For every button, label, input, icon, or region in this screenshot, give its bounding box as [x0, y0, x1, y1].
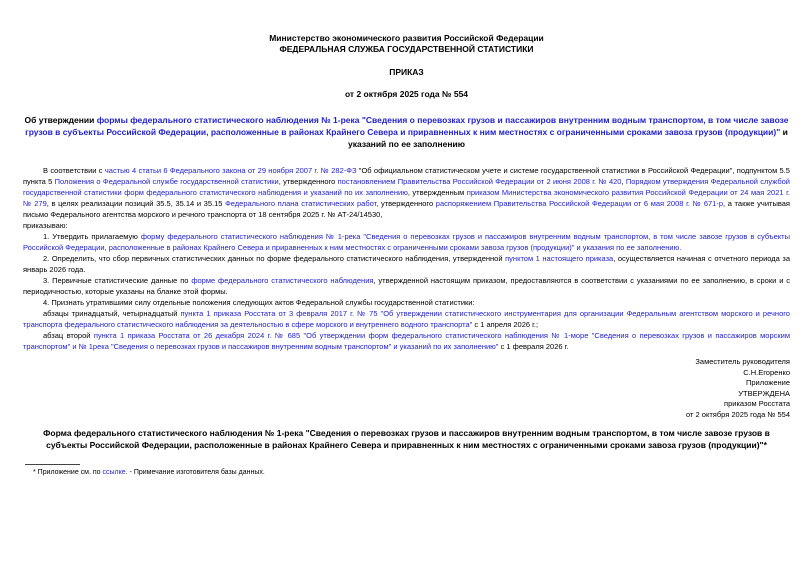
text-run: , осуществляется начиная с отчетного периода за январь 2026 года. [23, 254, 791, 274]
text-run: абзацы тринадцатый, четырнадцатый [43, 309, 181, 318]
text-run: абзац второй [43, 331, 94, 340]
text-run: , утвержденного [278, 177, 338, 186]
text-run: 4. Признать утратившими силу отдельные положения следующих актов Федеральной службы государственной статистики: [43, 298, 475, 307]
paragraph [23, 231, 790, 253]
doc-link[interactable]: пункта 1 приказа Росстата от 3 февраля 2017 г. № 75 "Об утверждении статистического инструментария для организации Федеральным агентством морского и речного транспорта федерального статистического наблюдения за деятельностью в сфере морского и внутреннего водного транспорта" [23, 309, 790, 329]
text-run: 3. Первичные статистические данные по [43, 276, 192, 285]
doc-type: ПРИКАЗ [389, 67, 424, 77]
doc-link[interactable]: распоряжением Правительства Российской Федерации от 6 мая 2008 г. № 671-р [435, 199, 724, 208]
signature-line: Приложение [746, 378, 790, 387]
text-run: "Об официальном статистическом учете и системе государственной статистики в Российской Федерации", подпунктом 5.5 пункта 5 [23, 166, 790, 186]
signature-line: Заместитель руководителя [695, 357, 790, 366]
doc-date-number: от 2 октября 2025 года № 554 [344, 89, 469, 99]
doc-link[interactable]: Положения о Федеральной службе государственной статистики [54, 177, 279, 186]
doc-body [23, 165, 790, 352]
text-run: Об утверждении [24, 115, 97, 125]
text-run: , [621, 177, 626, 186]
doc-link[interactable]: пунктом 1 настоящего приказа [505, 254, 614, 263]
doc-link[interactable]: формы федерального статистического наблюдения № 1-река "Сведения о перевозках грузов и пассажиров внутренним водным транспортом, в том числе завозе грузов в субъекты Российской Федерации, расположенные в районах Крайнего Севера и приравненных к ним местностях с ограниченными сроками завоза грузов (продукции)" [25, 115, 789, 137]
text-run: . - Примечание изготовителя базы данных. [125, 469, 265, 476]
signature-block [23, 357, 790, 420]
doc-link[interactable]: форму федерального статистического наблюдения № 1-река "Сведения о перевозках грузов и пассажиров внутренним водным транспортом, в том числе завозе грузов в субъекты Российской Федерации, расположенные в районах Крайнего Севера и приравненных к ним местностях с ограниченными сроками завоза грузов (продукции)" и указания по ее заполнению. [23, 232, 790, 252]
doc-title [23, 114, 790, 150]
form-title: Форма федерального статистического наблюдения № 1-река "Сведения о перевозках грузов и пассажиров внутренним водным транспортом, в том числе завозе грузов в субъекты Российской Федерации, расположенные в районах Крайнего Севера и приравненных к ним местностях с ограниченными сроками завоза грузов (продукции)"* [43, 428, 770, 450]
text-run: , утвержденной настоящим приказом, предоставляются в соответствии с указаниями по ее заполнению, в сроки и с периодичностью, которые указаны на бланке этой формы. [23, 276, 791, 296]
paragraph [23, 165, 790, 220]
footnote-rule [25, 464, 80, 465]
paragraph [23, 308, 790, 330]
text-run: 2. Определить, что сбор первичных статистических данных по форме федерального статистического наблюдения, утвержденной [43, 254, 506, 263]
paragraph [23, 330, 790, 352]
footnote-text [23, 468, 790, 478]
text-run: , утвержденного [376, 199, 436, 208]
doc-link[interactable]: Порядком утверждения Федеральной службой государственной статистики форм федерального статистического наблюдения и указаний по их заполнению [23, 177, 790, 197]
text-run: , а также учитывая письмо Федерального агентства морского и речного транспорта от 18 сентября 2025 г. № АТ-24/14530, [23, 199, 790, 219]
footnote [23, 464, 790, 478]
signature-line: УТВЕРЖДЕНА [738, 388, 790, 398]
doc-link[interactable]: ссылке [102, 469, 126, 476]
text-run: 1. Утвердить прилагаемую [43, 232, 141, 241]
paragraph [23, 253, 790, 275]
text-run: * Приложение см. по [33, 469, 103, 476]
text-run: с 1 февраля 2026 г. [498, 342, 569, 351]
text-run: , утвержденным [407, 188, 467, 197]
header-ministry: Министерство экономического развития Российской Федерации [269, 33, 544, 43]
doc-link[interactable]: форме федерального статистического наблюдения [191, 276, 374, 285]
paragraph [23, 275, 790, 297]
doc-link[interactable]: приказом Министерства экономического развития Российской Федерации от 24 мая 2021 г. № 279 [23, 188, 790, 208]
doc-link[interactable]: пункта 1 приказа Росстата от 26 декабря 2024 г. № 685 "Об утверждении форм федерального статистического наблюдения № 1-море "Сведения о перевозках грузов и пассажиров морским транспортом" и № 1река "Сведения о перевозках грузов и пассажиров внутренним водным транспортом" и указаний по их заполнению" [23, 331, 790, 351]
header-service: ФЕДЕРАЛЬНАЯ СЛУЖБА ГОСУДАРСТВЕННОЙ СТАТИСТИКИ [279, 44, 534, 54]
doc-link[interactable]: Федерального плана статистических работ [225, 199, 377, 208]
text-run: В соответствии с [43, 166, 105, 175]
text-run: с 1 апреля 2026 г.; [472, 320, 539, 329]
text-run: , в целях реализации позиций 35.5, 35.14 и 35.15 [46, 199, 226, 208]
signature-line: от 2 октября 2025 года № 554 [686, 409, 790, 419]
paragraph [23, 220, 790, 231]
doc-link[interactable]: частью 4 статьи 6 Федерального закона от 29 ноября 2007 г. № 282-ФЗ [104, 166, 357, 175]
paragraph [23, 297, 790, 308]
text-run: приказываю: [23, 221, 68, 230]
doc-link[interactable]: постановлением Правительства Российской Федерации от 2 июня 2008 г. № 420 [337, 177, 622, 186]
text-run: и указаний по ее заполнению [348, 127, 788, 149]
signature-line: приказом Росстата [724, 399, 790, 408]
signature-line: С.Н.Егоренко [743, 367, 790, 377]
